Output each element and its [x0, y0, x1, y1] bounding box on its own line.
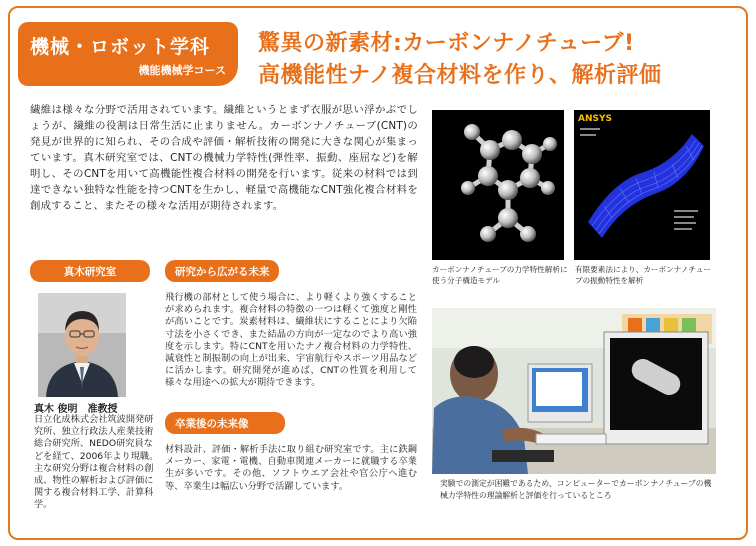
after-graduation-tag: 卒業後の未来像 — [165, 412, 285, 434]
ansys-caption: 有限要素法により、カーボンナノチューブの振動特性を解析 — [575, 265, 711, 285]
intro-paragraph: 繊維は様々な分野で活用されています。繊維というとまず衣服が思い浮かぶでしょうが、繊維の役割は日常生活に止まりません。カーボンナノチューブ(CNT)の発見が世界的に知られ、その合成や評価・解析技術の開発に大きな関心が集まっています。真木研究室では、CNTの機械力学特性(弾性率、振動、座屈など)を解明し、そのCNTを用いて高機能性複合材料の開発を行います。従来の材料では到達できない独特な性能を持つCNTを生かし、軽量で高機能なCNT強化複合材料を創成すること、またその様々な活用が期待されます。 — [30, 104, 418, 212]
lab-computer-photo — [432, 308, 716, 474]
headline-line2: 高機能性ナノ複合材料を作り、解析評価 — [258, 63, 662, 88]
molecule-model-image — [432, 110, 564, 260]
department-name: 機械・ロボット学科 — [30, 36, 211, 58]
after-graduation-paragraph: 材料設計、評価・解析手法に取り組む研究室です。主に鉄鋼メーカー、家電・電機、自動車関連メーカーに就職する卒業生が多いです。その他、ソフトウエア会社や官公庁へ進む等、卒業生は幅広い分野で活躍しています。 — [165, 444, 417, 492]
professor-bio: 日立化成株式会社筑波開発研究所、独立行政法人産業技術総合研究所、NEDO研究員などを経て、2006年より現職。主な研究分野は複合材料の創成、物性の解析および評価に関する複合材料工学、計算科学。 — [34, 414, 159, 511]
course-name: 機能機械学コース — [138, 64, 226, 77]
molecule-caption: カーボンナノチューブの力学特性解析に使う分子構造モデル — [432, 265, 568, 285]
lab-tag: 真木研究室 — [30, 260, 150, 282]
ansys-logo: ANSYS — [578, 114, 612, 124]
headline-line1: 驚異の新素材:カーボンナノチューブ! — [258, 31, 635, 56]
future-tag: 研究から広がる未来 — [165, 260, 279, 282]
department-banner — [18, 22, 238, 86]
ansys-simulation-image — [574, 110, 710, 260]
professor-name: 真木 俊明 准教授 — [34, 404, 118, 415]
lab-photo-caption: 実験での測定が困難であるため、コンピューターでカーボンナノチューブの機械力学特性の理論解析と評価を行っているところ — [440, 479, 712, 500]
professor-photo — [38, 293, 126, 397]
future-paragraph: 飛行機の部材として使う場合に、より軽くより強くすることが求められます。複合材料の特徴の一つは軽くて強度と剛性が高いことです。炭素材料は、繊維状にすることにより欠陥寸法を小さくでき、また結晶の方向が一定なのでより高い強度を示します。特にCNTを用いたナノ複合材料の力学特性、減衰性と制振制の向上が出来、宇宙航行やスポーツ用品などに活かします。研究開発が進めば、CNTの性質を利用して様々な用途への拡大が期待できます。 — [165, 292, 417, 389]
headline — [258, 28, 738, 92]
